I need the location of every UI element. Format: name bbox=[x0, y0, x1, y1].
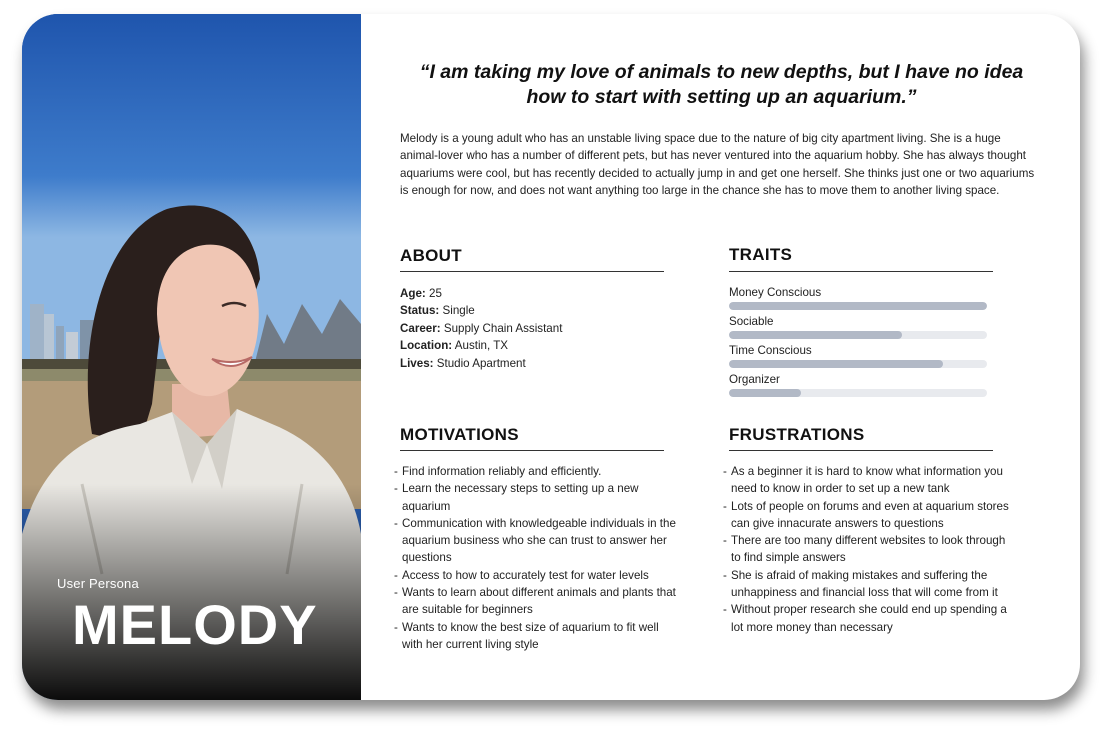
persona-photo bbox=[22, 14, 361, 700]
about-value: Studio Apartment bbox=[436, 356, 526, 370]
about-list bbox=[400, 285, 562, 372]
frustration-text: As a beginner it is hard to know what information you need to know in order to set up a new tank bbox=[731, 465, 1003, 496]
trait-sociable bbox=[729, 315, 987, 339]
persona-bio: Melody is a young adult who has an unstable living space due to the nature of big city apartment living. She is a huge animal-lover who has a number of different pets, but has never ventured into the aquarium hobby. She has always thought aquariums were cool, but has recently decided to actually jump in and get one herself. She thinks just one or two aquariums is enough for now, and does not want anything too large in the chance she has to move them to another living space. bbox=[400, 132, 1035, 198]
trait-time-conscious bbox=[729, 344, 987, 368]
motivation-item: - Wants to learn about different animals and plants that are suitable for beginners bbox=[394, 586, 676, 617]
frustration-text: Without proper research she could end up spending a lot more money than necessary bbox=[731, 603, 1007, 634]
about-value: Supply Chain Assistant bbox=[443, 321, 563, 335]
about-key: Location: bbox=[400, 339, 453, 353]
trait-track bbox=[729, 302, 987, 310]
motivation-text: Communication with knowledgeable individuals in the aquarium business who she can trust to answer her questions bbox=[402, 516, 676, 565]
trait-fill bbox=[729, 389, 801, 397]
trait-fill bbox=[729, 331, 902, 339]
trait-fill bbox=[729, 302, 987, 310]
frustration-item: - There are too many different websites to look through to find simple answers bbox=[723, 534, 1006, 565]
about-key: Lives: bbox=[400, 356, 434, 370]
traits-title: TRAITS bbox=[729, 245, 793, 264]
trait-track bbox=[729, 360, 987, 368]
motivation-item: - Access to how to accurately test for water levels bbox=[394, 568, 649, 582]
about-item-career bbox=[400, 320, 562, 337]
about-key: Age: bbox=[400, 287, 426, 300]
motivation-item: - Learn the necessary steps to setting up a new aquarium bbox=[394, 482, 639, 513]
frustration-text: There are too many different websites to look through to find simple answers bbox=[731, 534, 1006, 565]
trait-label: Time Conscious bbox=[729, 344, 812, 357]
about-item-status bbox=[400, 302, 562, 319]
trait-track bbox=[729, 389, 987, 397]
about-title: ABOUT bbox=[400, 246, 462, 265]
persona-name: MELODY bbox=[72, 593, 318, 656]
motivation-text: Find information reliably and efficiently. bbox=[402, 465, 602, 478]
frustration-text: She is afraid of making mistakes and suffering the unhappiness and financial loss that will come from it bbox=[731, 568, 998, 600]
about-value: Single bbox=[442, 304, 475, 318]
about-item-lives bbox=[400, 355, 562, 372]
about-value: 25 bbox=[429, 287, 442, 300]
motivation-item: - Find information reliably and efficiently. bbox=[394, 465, 602, 478]
motivations-list bbox=[392, 463, 682, 653]
motivation-text: Access to how to accurately test for water levels bbox=[402, 568, 649, 582]
frustration-item: - Lots of people on forums and even at aquarium stores can give innacurate answers to questions bbox=[723, 499, 1009, 530]
about-item-location bbox=[400, 337, 562, 354]
persona-card bbox=[22, 14, 1080, 700]
frustrations-list bbox=[721, 463, 1011, 636]
trait-label: Sociable bbox=[729, 315, 774, 328]
frustrations-divider bbox=[729, 450, 993, 451]
frustration-item: - As a beginner it is hard to know what information you need to know in order to set up a new tank bbox=[723, 465, 1003, 496]
motivation-item: - Communication with knowledgeable individuals in the aquarium business who she can trust to answer her questions bbox=[394, 516, 676, 565]
about-key: Status: bbox=[400, 304, 440, 318]
trait-fill bbox=[729, 360, 943, 368]
motivation-text: Learn the necessary steps to setting up a new aquarium bbox=[402, 482, 639, 513]
about-item-age bbox=[400, 285, 562, 302]
traits-divider bbox=[729, 271, 993, 272]
trait-track bbox=[729, 331, 987, 339]
motivation-item: - Wants to know the best size of aquarium to fit well with her current living style bbox=[394, 620, 659, 651]
motivation-text: Wants to learn about different animals and plants that are suitable for beginners bbox=[402, 586, 676, 617]
persona-details bbox=[361, 14, 1080, 700]
motivations-divider bbox=[400, 450, 664, 451]
persona-type-label: User Persona bbox=[57, 576, 139, 591]
trait-label: Money Conscious bbox=[729, 286, 822, 299]
trait-money-conscious bbox=[729, 286, 987, 310]
frustrations-title: FRUSTRATIONS bbox=[729, 425, 865, 444]
about-divider bbox=[400, 271, 664, 272]
about-key: Career: bbox=[400, 321, 441, 335]
persona-quote: “I am taking my love of animals to new depths, but I have no idea how to start with setting up an aquarium.” bbox=[419, 61, 1024, 108]
frustration-item: - She is afraid of making mistakes and suffering the unhappiness and financial loss that will come from it bbox=[723, 568, 998, 600]
motivation-text: Wants to know the best size of aquarium to fit well with her current living style bbox=[402, 620, 659, 651]
motivations-title: MOTIVATIONS bbox=[400, 425, 519, 444]
frustration-item: - Without proper research she could end up spending a lot more money than necessary bbox=[723, 603, 1007, 634]
about-value: Austin, TX bbox=[454, 339, 509, 353]
trait-organizer bbox=[729, 373, 987, 397]
trait-label: Organizer bbox=[729, 373, 780, 386]
frustration-text: Lots of people on forums and even at aquarium stores can give innacurate answers to questions bbox=[731, 499, 1009, 530]
